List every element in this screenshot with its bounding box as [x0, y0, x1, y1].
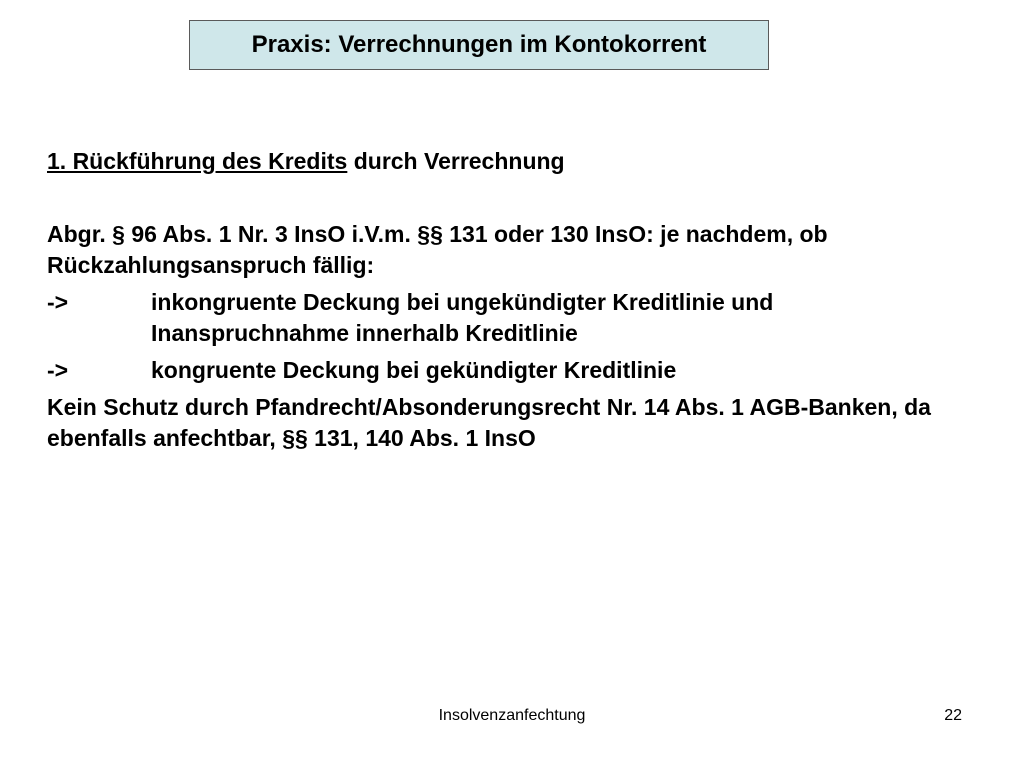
bullet-item [47, 287, 947, 349]
slide-title [189, 20, 769, 70]
bullet-text: kongruente Deckung bei gekündigter Kreditlinie [151, 357, 677, 383]
conclusion-paragraph: Kein Schutz durch Pfandrecht/Absonderungsrecht Nr. 14 Abs. 1 AGB-Banken, da ebenfalls anfechtbar, §§ 131, 140 Abs. 1 InsO [47, 394, 931, 451]
bullet-text: inkongruente Deckung bei ungekündigter Kreditlinie und Inanspruchnahme innerhalb Kreditlinie [151, 289, 774, 346]
arrow-marker: -> [47, 357, 69, 383]
section-heading [47, 146, 947, 177]
slide-title-text: Praxis: Verrechnungen im Kontokorrent [251, 31, 707, 58]
arrow-marker: -> [47, 289, 69, 315]
section-heading-rest: durch Verrechnung [347, 148, 565, 174]
slide-body [47, 146, 947, 460]
page-number: 22 [944, 707, 962, 724]
footer-label: Insolvenzanfechtung [438, 707, 586, 724]
bullet-item [47, 355, 947, 386]
intro-paragraph: Abgr. § 96 Abs. 1 Nr. 3 InsO i.V.m. §§ 131 oder 130 InsO: je nachdem, ob Rückzahlungsanspruch fällig: [47, 221, 828, 278]
section-heading-underlined: 1. Rückführung des Kredits [47, 148, 348, 174]
